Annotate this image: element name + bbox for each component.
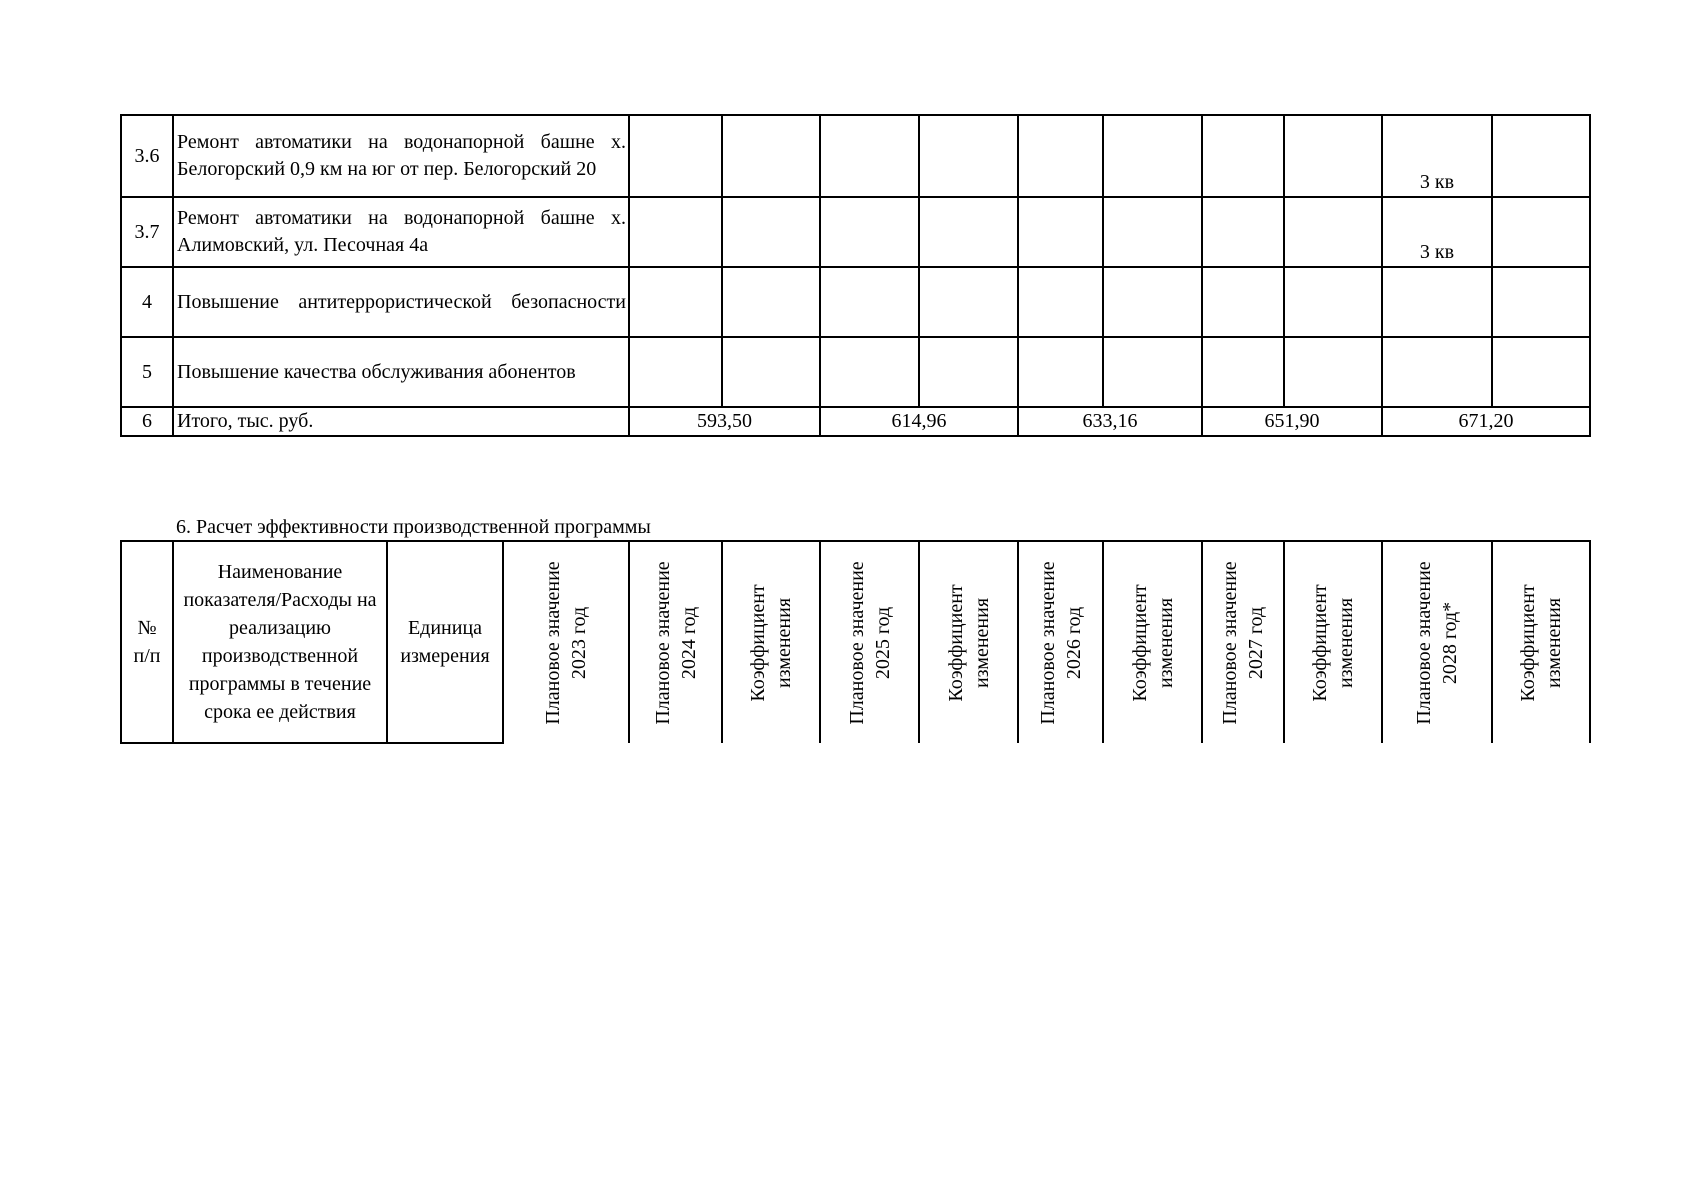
header-coef-1: Коэффициент изменения xyxy=(722,541,820,743)
table-row xyxy=(121,267,1590,337)
header-name: Наименование показателя/Расходы на реализацию производственной программы в течение срока ее действия xyxy=(173,541,387,743)
table-cell xyxy=(1202,197,1284,267)
table-cell xyxy=(1284,337,1382,407)
table-cell xyxy=(722,337,820,407)
table-cell xyxy=(1284,115,1382,197)
table-cell xyxy=(1284,197,1382,267)
quarter-cell: 3 кв xyxy=(1382,115,1492,197)
table-cell xyxy=(1492,267,1590,337)
header-number: № п/п xyxy=(121,541,173,743)
table-cell xyxy=(1018,267,1103,337)
quarter-cell: 3 кв xyxy=(1382,197,1492,267)
table-cell xyxy=(820,267,919,337)
header-coef-2: Коэффициент изменения xyxy=(919,541,1018,743)
header-row xyxy=(121,541,1590,743)
table-cell xyxy=(1202,115,1284,197)
table-row xyxy=(121,197,1590,267)
table-cell xyxy=(1492,197,1590,267)
row-name: Ремонт автоматики на водонапорной башне х. Белогорский 0,9 км на юг от пер. Белогорский 20 xyxy=(173,115,629,197)
table-cell xyxy=(722,267,820,337)
row-number: 6 xyxy=(121,407,173,436)
table-cell xyxy=(919,115,1018,197)
table-cell xyxy=(919,267,1018,337)
program-table xyxy=(120,114,1591,437)
table-cell xyxy=(1018,337,1103,407)
row-number: 5 xyxy=(121,337,173,407)
row-name: Ремонт автоматики на водонапорной башне х. Алимовский, ул. Песочная 4а xyxy=(173,197,629,267)
section-title: 6. Расчет эффективности производственной программы xyxy=(176,516,651,538)
table-cell xyxy=(919,197,1018,267)
row-number: 4 xyxy=(121,267,173,337)
table-cell xyxy=(820,337,919,407)
table-cell xyxy=(919,337,1018,407)
table-cell xyxy=(1284,267,1382,337)
efficiency-table xyxy=(120,540,1591,744)
total-2025: 614,96 xyxy=(820,407,1018,436)
table-cell xyxy=(1103,337,1202,407)
table-cell xyxy=(820,197,919,267)
header-coef-3: Коэффициент изменения xyxy=(1103,541,1202,743)
table-cell xyxy=(1202,267,1284,337)
quarter-cell xyxy=(1382,267,1492,337)
row-name: Повышение качества обслуживания абонентов xyxy=(173,337,629,407)
header-coef-5: Коэффициент изменения xyxy=(1492,541,1590,743)
row-name: Повышение антитеррористической безопасности xyxy=(173,267,629,337)
table-cell xyxy=(1018,115,1103,197)
table-cell xyxy=(629,197,722,267)
header-coef-4: Коэффициент изменения xyxy=(1284,541,1382,743)
total-row xyxy=(121,407,1590,436)
table-cell xyxy=(629,115,722,197)
table-cell xyxy=(629,337,722,407)
total-2027: 651,90 xyxy=(1202,407,1382,436)
header-plan-2028: Плановое значение 2028 год* xyxy=(1382,541,1492,743)
header-plan-2023: Плановое значение 2023 год xyxy=(503,541,629,743)
total-2028: 671,20 xyxy=(1382,407,1590,436)
table-cell xyxy=(1492,337,1590,407)
table-cell xyxy=(629,267,722,337)
table-cell xyxy=(820,115,919,197)
header-unit: Единица измерения xyxy=(387,541,503,743)
header-plan-2026: Плановое значение 2026 год xyxy=(1018,541,1103,743)
table-cell xyxy=(1103,267,1202,337)
table-cell xyxy=(1103,115,1202,197)
total-2024: 593,50 xyxy=(629,407,820,436)
header-plan-2024: Плановое значение 2024 год xyxy=(629,541,722,743)
row-number: 3.6 xyxy=(121,115,173,197)
row-number: 3.7 xyxy=(121,197,173,267)
table-cell xyxy=(722,197,820,267)
table-row xyxy=(121,337,1590,407)
total-label: Итого, тыс. руб. xyxy=(173,407,629,436)
header-plan-2027: Плановое значение 2027 год xyxy=(1202,541,1284,743)
header-plan-2025: Плановое значение 2025 год xyxy=(820,541,919,743)
table-cell xyxy=(1018,197,1103,267)
total-2026: 633,16 xyxy=(1018,407,1202,436)
table-cell xyxy=(1202,337,1284,407)
table-cell xyxy=(722,115,820,197)
table-cell xyxy=(1492,115,1590,197)
table-cell xyxy=(1103,197,1202,267)
table-row xyxy=(121,115,1590,197)
quarter-cell xyxy=(1382,337,1492,407)
